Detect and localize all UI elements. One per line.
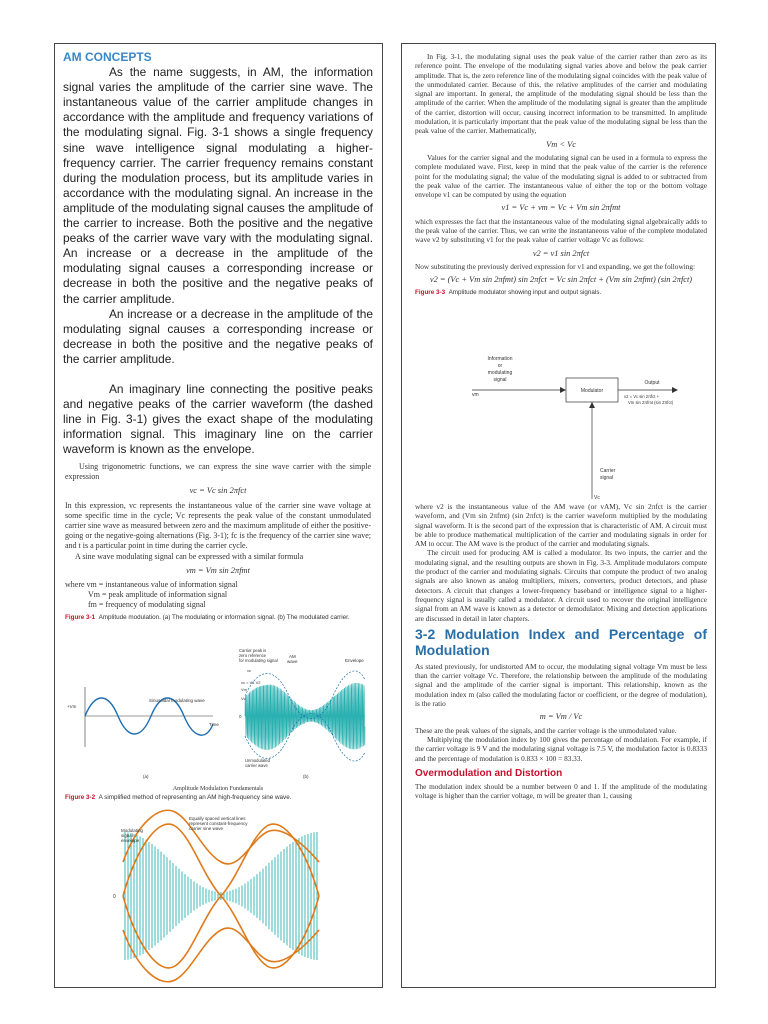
fig32-zero: 0 bbox=[113, 894, 116, 900]
right-paragraph-4: Now substituting the previously derived expression for v1 and expanding, we get the following: bbox=[415, 261, 696, 271]
right-bottom-text bbox=[415, 502, 707, 801]
fig32-ann-1: Equally spaced vertical lines bbox=[189, 816, 246, 821]
wave-label: wave bbox=[287, 659, 298, 664]
fig32-ann-3: carrier sine wave bbox=[189, 826, 224, 831]
am-concepts-section bbox=[63, 50, 373, 457]
sine-text: A sine wave modulating signal can be expressed with a similar formula bbox=[75, 551, 304, 561]
right-paragraph-3: which expresses the fact that the instantaneous value of the modulating signal algebraically adds to the peak value of the carrier. Thus, we can write the instantaneous value of the complete modulated wave v2 by substituting v1 for the peak value of carrier voltage Vc as follows: bbox=[415, 216, 707, 245]
fig33-carrier-2: signal bbox=[600, 475, 614, 481]
figure-3-3 bbox=[462, 354, 682, 504]
left-page bbox=[54, 43, 383, 988]
fig33-in-4: signal bbox=[493, 377, 507, 383]
sub-b: (b) bbox=[303, 774, 309, 779]
right-page bbox=[401, 43, 716, 988]
vm-axis-label: +Vm bbox=[67, 704, 77, 709]
figure-3-1a bbox=[67, 687, 219, 779]
where-line-1: where vm = instantaneous value of information signal bbox=[65, 580, 238, 590]
v2-expanded-equation: v2 = (Vc + Vm sin 2πfmt) sin 2πfct = Vc sin 2πfct + (Vm sin 2πfmt) (sin 2πfct) bbox=[429, 275, 693, 285]
paragraph-3: An imaginary line connecting the positive peaks and negative peaks of the carrier waveform (the dashed line in Fig. 3-1) gives the exact shape of the modulating information signal. This imaginary line on the carrier waveform is known as the envelope. bbox=[63, 381, 373, 457]
fig33-in-3: modulating bbox=[487, 370, 513, 376]
where-line-2: Vm = peak amplitude of information signal bbox=[88, 590, 228, 600]
envelope-label: Envelope bbox=[345, 658, 364, 663]
paragraph-1: As the name suggests, in AM, the information signal varies the amplitude of the carrier sine wave. The instantaneous value of the carrier amplitude changes in accordance with the amplitude and frequency variations of the modulating signal. Fig. 3-1 shows a single frequency sine wave intelligence signal modulating a higher-frequency carrier. The carrier frequency remains constant during the modulation process, but its amplitude varies in accordance with the modulating signal. An increase in the amplitude of the modulating signal causes the amplitude of the carrier to increase. Both the positive and the negative peaks of the carrier wave vary with the modulating signal. An increase or a decrease in the amplitude of the modulating signal causes a corresponding increase or decrease in both the positive and the negative peaks of the carrier amplitude. bbox=[63, 65, 373, 306]
figure-3-1b bbox=[239, 648, 365, 779]
figure-3-1 bbox=[63, 642, 373, 782]
overmodulation-heading: Overmodulation and Distortion bbox=[415, 767, 563, 779]
right-paragraph-2: Values for the carrier signal and the modulating signal can be used in a formula to express the complete modulated wave. First, keep in mind that the peak value of the carrier is the reference point for the modulating signal; the value of the modulating signal is added to or subtracted from the peak value of the carrier. The instantaneous value of either the top or the bottom voltage envelope v1 can be computed by using the equation bbox=[415, 152, 707, 200]
v2-equation: v2 = v1 sin 2πfct bbox=[532, 248, 590, 258]
fig33-out-1: v2 = Vc sin 2πfct + bbox=[624, 394, 660, 399]
right-paragraph-7: As stated previously, for undistorted AM to occur, the modulating signal voltage Vm must be less than the carrier voltage Vc. Therefore, the relationship between the amplitude of the modulating signal and the amplitude of the carrier signal is important. This relationship, known as the modulation index m (also called the modulating factor or coefficient, or the degree of modulation), is the ratio bbox=[415, 661, 707, 709]
unmodulated-2: carrier wave bbox=[245, 763, 268, 768]
figure-3-3-caption: Figure 3-3 Amplitude modulator showing input and output signals. bbox=[415, 288, 602, 296]
figure-3-2-caption-block bbox=[65, 784, 371, 802]
fig33-vc: Vc bbox=[594, 495, 600, 501]
modulator-label: Modulator bbox=[580, 388, 604, 394]
am-label: AM bbox=[289, 654, 296, 659]
m-equation: m = Vm / Vc bbox=[539, 712, 583, 722]
right-paragraph-10: The modulation index should be a number between 0 and 1. If the amplitude of the modulating voltage is higher than the carrier voltage, m will be greater than 1, causing bbox=[415, 782, 707, 801]
ann-carrier-peak-2: zero reference bbox=[239, 653, 266, 658]
running-head: Amplitude Modulation Fundamentals bbox=[172, 786, 264, 792]
unmodulated-1: Unmodulated bbox=[245, 758, 270, 763]
fig33-in-2: or bbox=[497, 363, 503, 369]
fig33-output: Output bbox=[644, 380, 660, 386]
fig32-mod-2: signal bbox=[121, 833, 133, 838]
vc-cap-label: Vc bbox=[241, 696, 246, 701]
fig33-out-2: Vm sin 2πfmt (sin 2πfct) bbox=[628, 400, 674, 405]
scanned-textbook-excerpt bbox=[65, 462, 371, 622]
sub-a: (a) bbox=[143, 774, 149, 779]
figure-3-2-caption: Figure 3-2 A simplified method of representing an AM high-frequency sine wave. bbox=[65, 794, 292, 802]
fig32-mod-3: envelope bbox=[121, 838, 140, 843]
right-paragraph-5: where v2 is the instantaneous value of the AM wave (or vAM), Vc sin 2πfct is the carrier waveform, and (Vm sin 2πfmt) (sin 2πfct) is the carrier waveform multiplied by the modulating signal waveform. It is the second part of the expression that is characteristic of AM. A circuit must be able to produce mathematical multiplication of the carrier and modulating signals in order for AM to occur. The AM wave is the product of the carrier and modulating signals. bbox=[415, 502, 707, 549]
ann-carrier-peak-1: Carrier peak is bbox=[239, 648, 267, 653]
time-label-a: Time bbox=[209, 722, 219, 727]
fig33-carrier-1: Carrier bbox=[600, 468, 616, 474]
vm-label: Vm bbox=[241, 687, 247, 692]
carrier-equation: vc = Vc sin 2πfct bbox=[189, 486, 247, 496]
fig32-ann-2: represent constant-frequency bbox=[189, 821, 248, 826]
section-heading: AM CONCEPTS bbox=[63, 50, 152, 64]
right-top-text bbox=[415, 52, 707, 297]
sinusoidal-label: Sinusoidal modulating wave bbox=[149, 698, 205, 703]
section-3-2-heading: 3-2 Modulation Index and Percentage of Modulation bbox=[415, 625, 707, 658]
paragraph-2: An increase or a decrease in the amplitude of the modulating signal causes a corresponding increase or decrease in both the positive and the negative peaks of the carrier amplitude. bbox=[63, 306, 373, 366]
vm-lt-vc-equation: Vm < Vc bbox=[546, 139, 576, 149]
fig32-mod-1: Modulating bbox=[121, 828, 144, 833]
v1-equation: v1 = Vc + vm = Vc + Vm sin 2πfmt bbox=[501, 203, 621, 213]
where-line-3: fm = frequency of modulating signal bbox=[88, 600, 206, 610]
right-paragraph-6: The circuit used for producing AM is called a modulator. Its two inputs, the carrier and the modulating signal, and the resulting outputs are shown in Fig. 3-3. Amplitude modulators compute the product of the carrier and modulating signals. Circuits that compute the product of two analog signals are also known as analog multipliers, mixers, converters, product detectors, and phase detectors. A circuit that changes a lower-frequency baseband or intelligence signal to a higher-frequency signal is usually called a modulator. A circuit used to recover the original intelligence signal from an AM wave is known as a detector or demodulator. Mixing and detection applications are discussed in detail in later chapters. bbox=[415, 548, 707, 623]
expression-text: In this expression, vc represents the instantaneous value of the carrier sine wave voltage at some specific time in the cycle; Vc represents the peak value of the constant unmodulated carrier sine wave as measured between zero and the maximum amplitude of either the positive-going or the negative-going alternations (Fig. 3-1); fc is the frequency of the carrier sine wave; and t is a particular point in time during the carrier cycle. bbox=[65, 500, 371, 551]
ann-carrier-peak-3: for modulating signal bbox=[239, 658, 278, 663]
fig33-in-1: Information bbox=[487, 356, 513, 362]
intro-text: Using trigonometric functions, we can express the sine wave carrier with the simple expression bbox=[65, 462, 371, 482]
modulating-equation: vm = Vm sin 2πfmt bbox=[186, 565, 250, 575]
vc-label: vc bbox=[247, 668, 251, 673]
fig33-vm: vm bbox=[472, 392, 479, 398]
figure-3-1-caption: Figure 3-1 Amplitude modulation. (a) The modulating or information signal. (b) The modulated carrier. bbox=[65, 613, 350, 621]
vcvm-label: vc = V1 V2 bbox=[241, 680, 261, 685]
right-paragraph-9: Multiplying the modulation index by 100 gives the percentage of modulation. For example, if the carrier voltage is 9 V and the modulating signal voltage is 7.5 V, the modulation factor is 0.8333 and the percentage of modulation is 0.833 × 100 = 83.33. bbox=[415, 734, 707, 763]
zero-label-b: 0 bbox=[239, 714, 242, 719]
figure-3-2 bbox=[63, 806, 373, 986]
right-paragraph-8: These are the peak values of the signals, and the carrier voltage is the unmodulated value. bbox=[415, 725, 677, 735]
right-paragraph-1: In Fig. 3-1, the modulating signal uses the peak value of the carrier rather than zero as its reference point. The envelope of the modulating signal varies above and below the peak carrier amplitude. That is, the zero reference line of the modulating signal coincides with the peak value of the unmodulated carrier. Because of this, the relative amplitudes of the carrier and modulating signal are important. In general, the amplitude of the modulating signal should be less than the amplitude of the carrier. When the amplitude of the modulating signal is greater than the amplitude of the carrier, distortion will occur, causing incorrect information to be transmitted. In amplitude modulation, it is particularly important that the peak value of the modulating signal be less than the peak value of the carrier. Mathematically, bbox=[415, 52, 707, 136]
